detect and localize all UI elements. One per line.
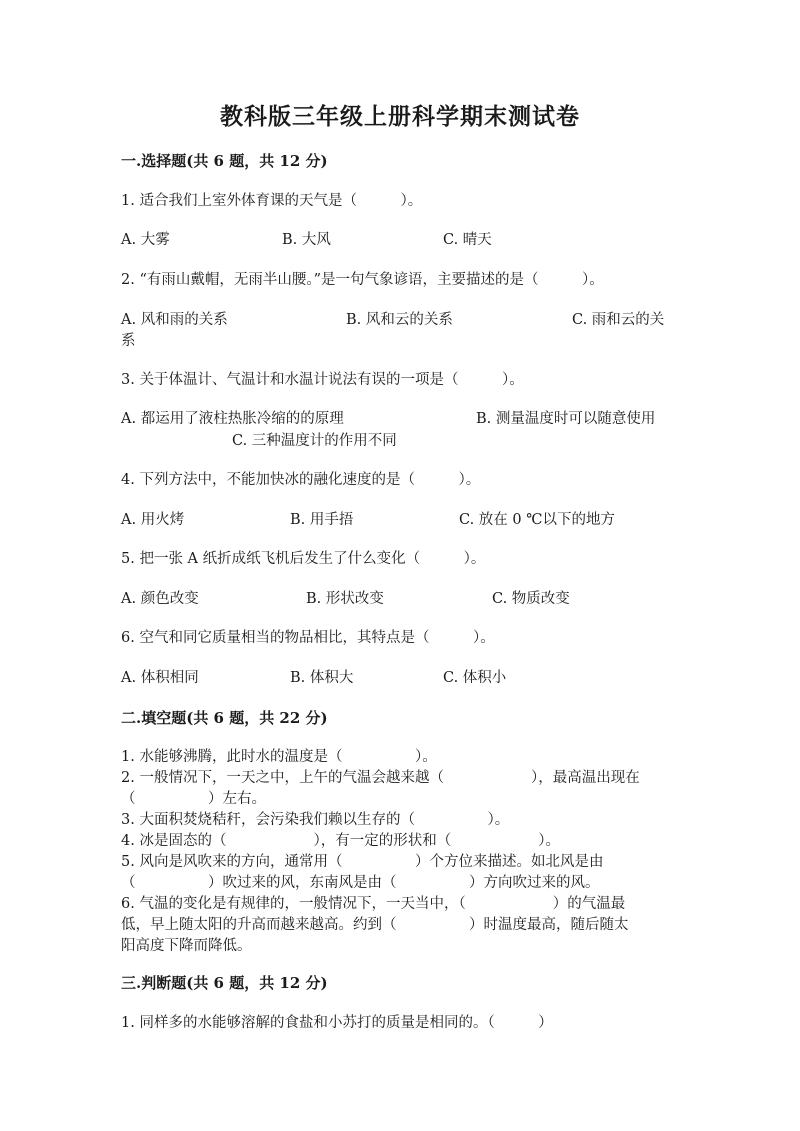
question-stem: 3. 关于体温计、气温计和水温计说法有误的一项是（ ）。	[121, 372, 524, 388]
option-a: A. 大雾	[121, 232, 170, 248]
fill-blank-line: 6. 气温的变化是有规律的，一般情况下，一天当中，（ ）的气温最	[121, 896, 626, 912]
question-stem: 6. 空气和同它质量相当的物品相比，其特点是（ ）。	[121, 630, 495, 646]
section-3-heading: 三.判断题(共 6 题，共 12 分)	[121, 974, 328, 992]
option-b: B. 形状改变	[306, 591, 384, 607]
exam-title: 教科版三年级上册科学期末测试卷	[220, 103, 580, 130]
question-stem: 4. 下列方法中，不能加快冰的融化速度的是（ ）。	[121, 472, 481, 488]
option-b: B. 测量温度时可以随意使用	[476, 411, 656, 427]
fill-blank-line: 1. 水能够沸腾，此时水的温度是（ ）。	[121, 749, 437, 765]
option-b: B. 体积大	[290, 670, 354, 686]
option-c: C. 雨和云的关	[572, 312, 665, 328]
option-a: A. 体积相同	[121, 670, 199, 686]
option-c: C. 晴天	[443, 232, 492, 248]
question-stem: 1. 适合我们上室外体育课的天气是（ ）。	[121, 193, 423, 209]
fill-blank-line: 阳高度下降而降低。	[121, 938, 252, 954]
option-c: C. 三种温度计的作用不同	[232, 433, 397, 449]
section-2-heading: 二.填空题(共 6 题，共 22 分)	[121, 709, 328, 727]
option-b: B. 大风	[282, 232, 331, 248]
fill-blank-line: （ ）左右。	[121, 791, 266, 807]
section-1-heading: 一.选择题(共 6 题，共 12 分)	[121, 152, 328, 170]
option-a: A. 用火烤	[121, 512, 185, 528]
option-c: C. 体积小	[443, 670, 507, 686]
fill-blank-line: （ ）吹过来的风，东南风是由（ ）方向吹过来的风。	[121, 875, 600, 891]
true-false-question: 1. 同样多的水能够溶解的食盐和小苏打的质量是相同的。（ ）	[121, 1015, 553, 1031]
question-stem: 5. 把一张 A 纸折成纸飞机后发生了什么变化（ ）。	[121, 551, 486, 567]
fill-blank-line: 3. 大面积焚烧秸秆，会污染我们赖以生存的（ ）。	[121, 812, 510, 828]
option-b: B. 用手捂	[290, 512, 354, 528]
option-b: B. 风和云的关系	[346, 312, 453, 328]
option-a: A. 都运用了液柱热胀冷缩的的原理	[121, 411, 344, 427]
fill-blank-line: 5. 风向是风吹来的方向，通常用（ ）个方位来描述。如北风是由	[121, 854, 604, 870]
fill-blank-line: 低，早上随太阳的升高而越来越高。约到（ ）时温度最高，随后随太	[121, 917, 629, 933]
question-stem: 2. “有雨山戴帽，无雨半山腰。”是一句气象谚语，主要描述的是（ ）。	[121, 272, 604, 288]
option-c: C. 放在 0 ℃以下的地方	[459, 512, 615, 528]
option-c: C. 物质改变	[492, 591, 570, 607]
fill-blank-line: 4. 冰是固态的（ ），有一定的形状和（ ）。	[121, 833, 560, 849]
fill-blank-line: 2. 一般情况下，一天之中，上午的气温会越来越（ ），最高温出现在	[121, 770, 640, 786]
option-a: A. 风和雨的关系	[121, 312, 228, 328]
option-c-continued: 系	[121, 333, 136, 349]
option-a: A. 颜色改变	[121, 591, 199, 607]
